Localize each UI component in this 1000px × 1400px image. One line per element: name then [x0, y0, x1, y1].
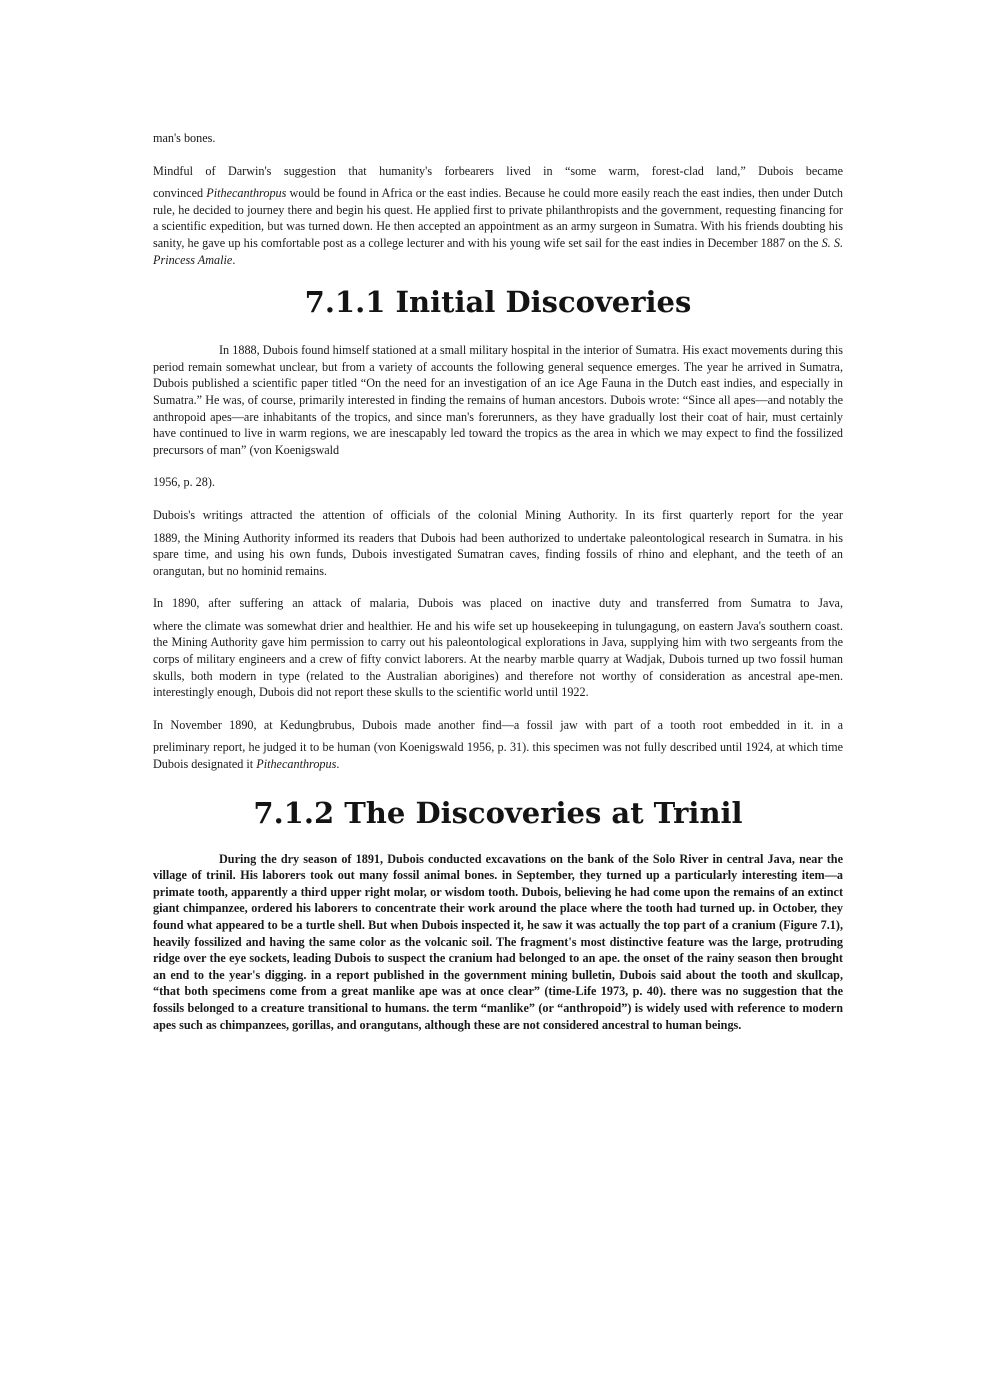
- text-run: where the climate was somewhat drier and healthier. He and his wife set up housekeeping in tulungagung, on eastern Java's southern coast. the Mining Authority gave him permission to carry out his paleontological explorations in Java, supplying him with two sergeants from the corps of military engineers and a crew of fifty convict laborers. At the nearby marble quarry at Wadjak, Dubois turned up two fossil human skulls, both modern in type (related to the Australian aborigines) and therefore not worthy of consideration as ancestral ape-men. interestingly enough, Dubois did not report these skulls to the scientific world until 1922.: [153, 618, 843, 700]
- paragraph-lead-line: In November 1890, at Kedungbrubus, Dubois made another find—a fossil jaw with part of a tooth root embedded in it. in a: [153, 717, 843, 732]
- section-heading-discoveries-at-trinil: 7.1.2 The Discoveries at Trinil: [253, 795, 743, 830]
- paragraph-sumatra: In 1888, Dubois found himself stationed at a small military hospital in the interior of Sumatra. His exact movements during this period remain somewhat unclear, but from a variety of accounts the following general sequence emerges. The year he arrived in Sumatra, Dubois published a scientific paper titled “On the need for an investigation of an ice Age Fauna in the Dutch east indies, and especially in Sumatra.” He was, of course, primarily interested in finding the remains of human ancestors. Dubois wrote: “Since all apes—and notably the anthropoid apes—are inhabitants of the tropics, and since man's forerunners, as they have gradually lost their coat of hair, must certainly have continued to live in warm regions, we are inescapably led toward the tropics as the area in which we may expect to find the fossilized precursors of man” (von Koenigswald: [153, 343, 843, 457]
- paragraph-lead-line: Dubois's writings attracted the attention of officials of the colonial Mining Authority. In its first quarterly report for the year: [153, 507, 843, 522]
- paragraph-lead-line: Mindful of Darwin's suggestion that humanity's forbearers lived in “some warm, forest-clad land,” Dubois became: [153, 163, 843, 178]
- text-run: .: [336, 757, 340, 772]
- italic-taxon: Pithecanthropus: [206, 186, 287, 201]
- paragraph-java: [153, 595, 843, 701]
- paragraph-citation-fragment: 1956, p. 28).: [153, 475, 215, 490]
- text-run: .: [232, 252, 236, 267]
- text-run: would be found in Africa or the east indies. Because he could more easily reach the east indies, then under Dutch rule, he decided to journey there and begin his quest. He applied first to private philanthropists and the government, requesting financing for a scientific expedition, but was turned down. He then accepted an appointment as an army surgeon in Sumatra. With his friends doubting his sanity, he gave up his comfortable post as a college lecturer and with his young wife set sail for the east indies in December 1887 on the: [153, 186, 843, 250]
- paragraph-kedungbrubus: [153, 717, 843, 773]
- paragraph-lead-line: In 1890, after suffering an attack of malaria, Dubois was placed on inactive duty and transferred from Sumatra to Java,: [153, 596, 843, 611]
- text-run: convinced: [153, 186, 207, 201]
- paragraph-trinil: During the dry season of 1891, Dubois conducted excavations on the bank of the Solo River in central Java, near the village of trinil. His laborers took out many fossil animal bones. in September, they turned up a particularly interesting item—a primate tooth, apparently a third upper right molar, or wisdom tooth. Dubois, believing he had come upon the remains of an extinct giant chimpanzee, ordered his laborers to concentrate their work around the place where the tooth had turned up. in October, they found what appeared to be a turtle shell. But when Dubois inspected it, he saw it was actually the top part of a cranium (Figure 7.1), heavily fossilized and having the same color as the volcanic soil. The fragment's most distinctive feature was the large, protruding ridge over the eye sockets, leading Dubois to suspect the cranium had belonged to an ape. the onset of the rainy season then brought an end to the year's digging. in a report published in the government mining bulletin, Dubois said about the tooth and skullcap, “that both specimens come from a great manlike ape was at once clear” (time-Life 1973, p. 40). there was no suggestion that the fossils belonged to a creature transitional to humans. the term “manlike” (or “anthropoid”) is widely used with reference to modern apes such as chimpanzees, gorillas, and orangutans, although these are not considered ancestral to human beings.: [153, 851, 843, 1032]
- text-run: 1889, the Mining Authority informed its readers that Dubois had been authorized to undertake paleontological research in Sumatra. in his spare time, and using his own funds, Dubois investigated Sumatran caves, finding fossils of rhino and elephant, and the teeth of an orangutan, but no hominid remains.: [153, 530, 843, 578]
- paragraph-mining-authority: [153, 507, 843, 579]
- italic-ship-name: S. S. Princess Amalie: [153, 235, 844, 267]
- section-heading-initial-discoveries: 7.1.1 Initial Discoveries: [304, 285, 692, 320]
- italic-taxon: Pithecanthropus: [256, 757, 337, 772]
- paragraph-darwin: [153, 163, 843, 269]
- text-run: preliminary report, he judged it to be human (von Koenigswald 1956, p. 31). this specimen was not fully described until 1924, at which time Dubois designated it: [153, 740, 843, 772]
- document-page: [153, 130, 843, 1033]
- paragraph-fragment: man's bones.: [153, 131, 216, 145]
